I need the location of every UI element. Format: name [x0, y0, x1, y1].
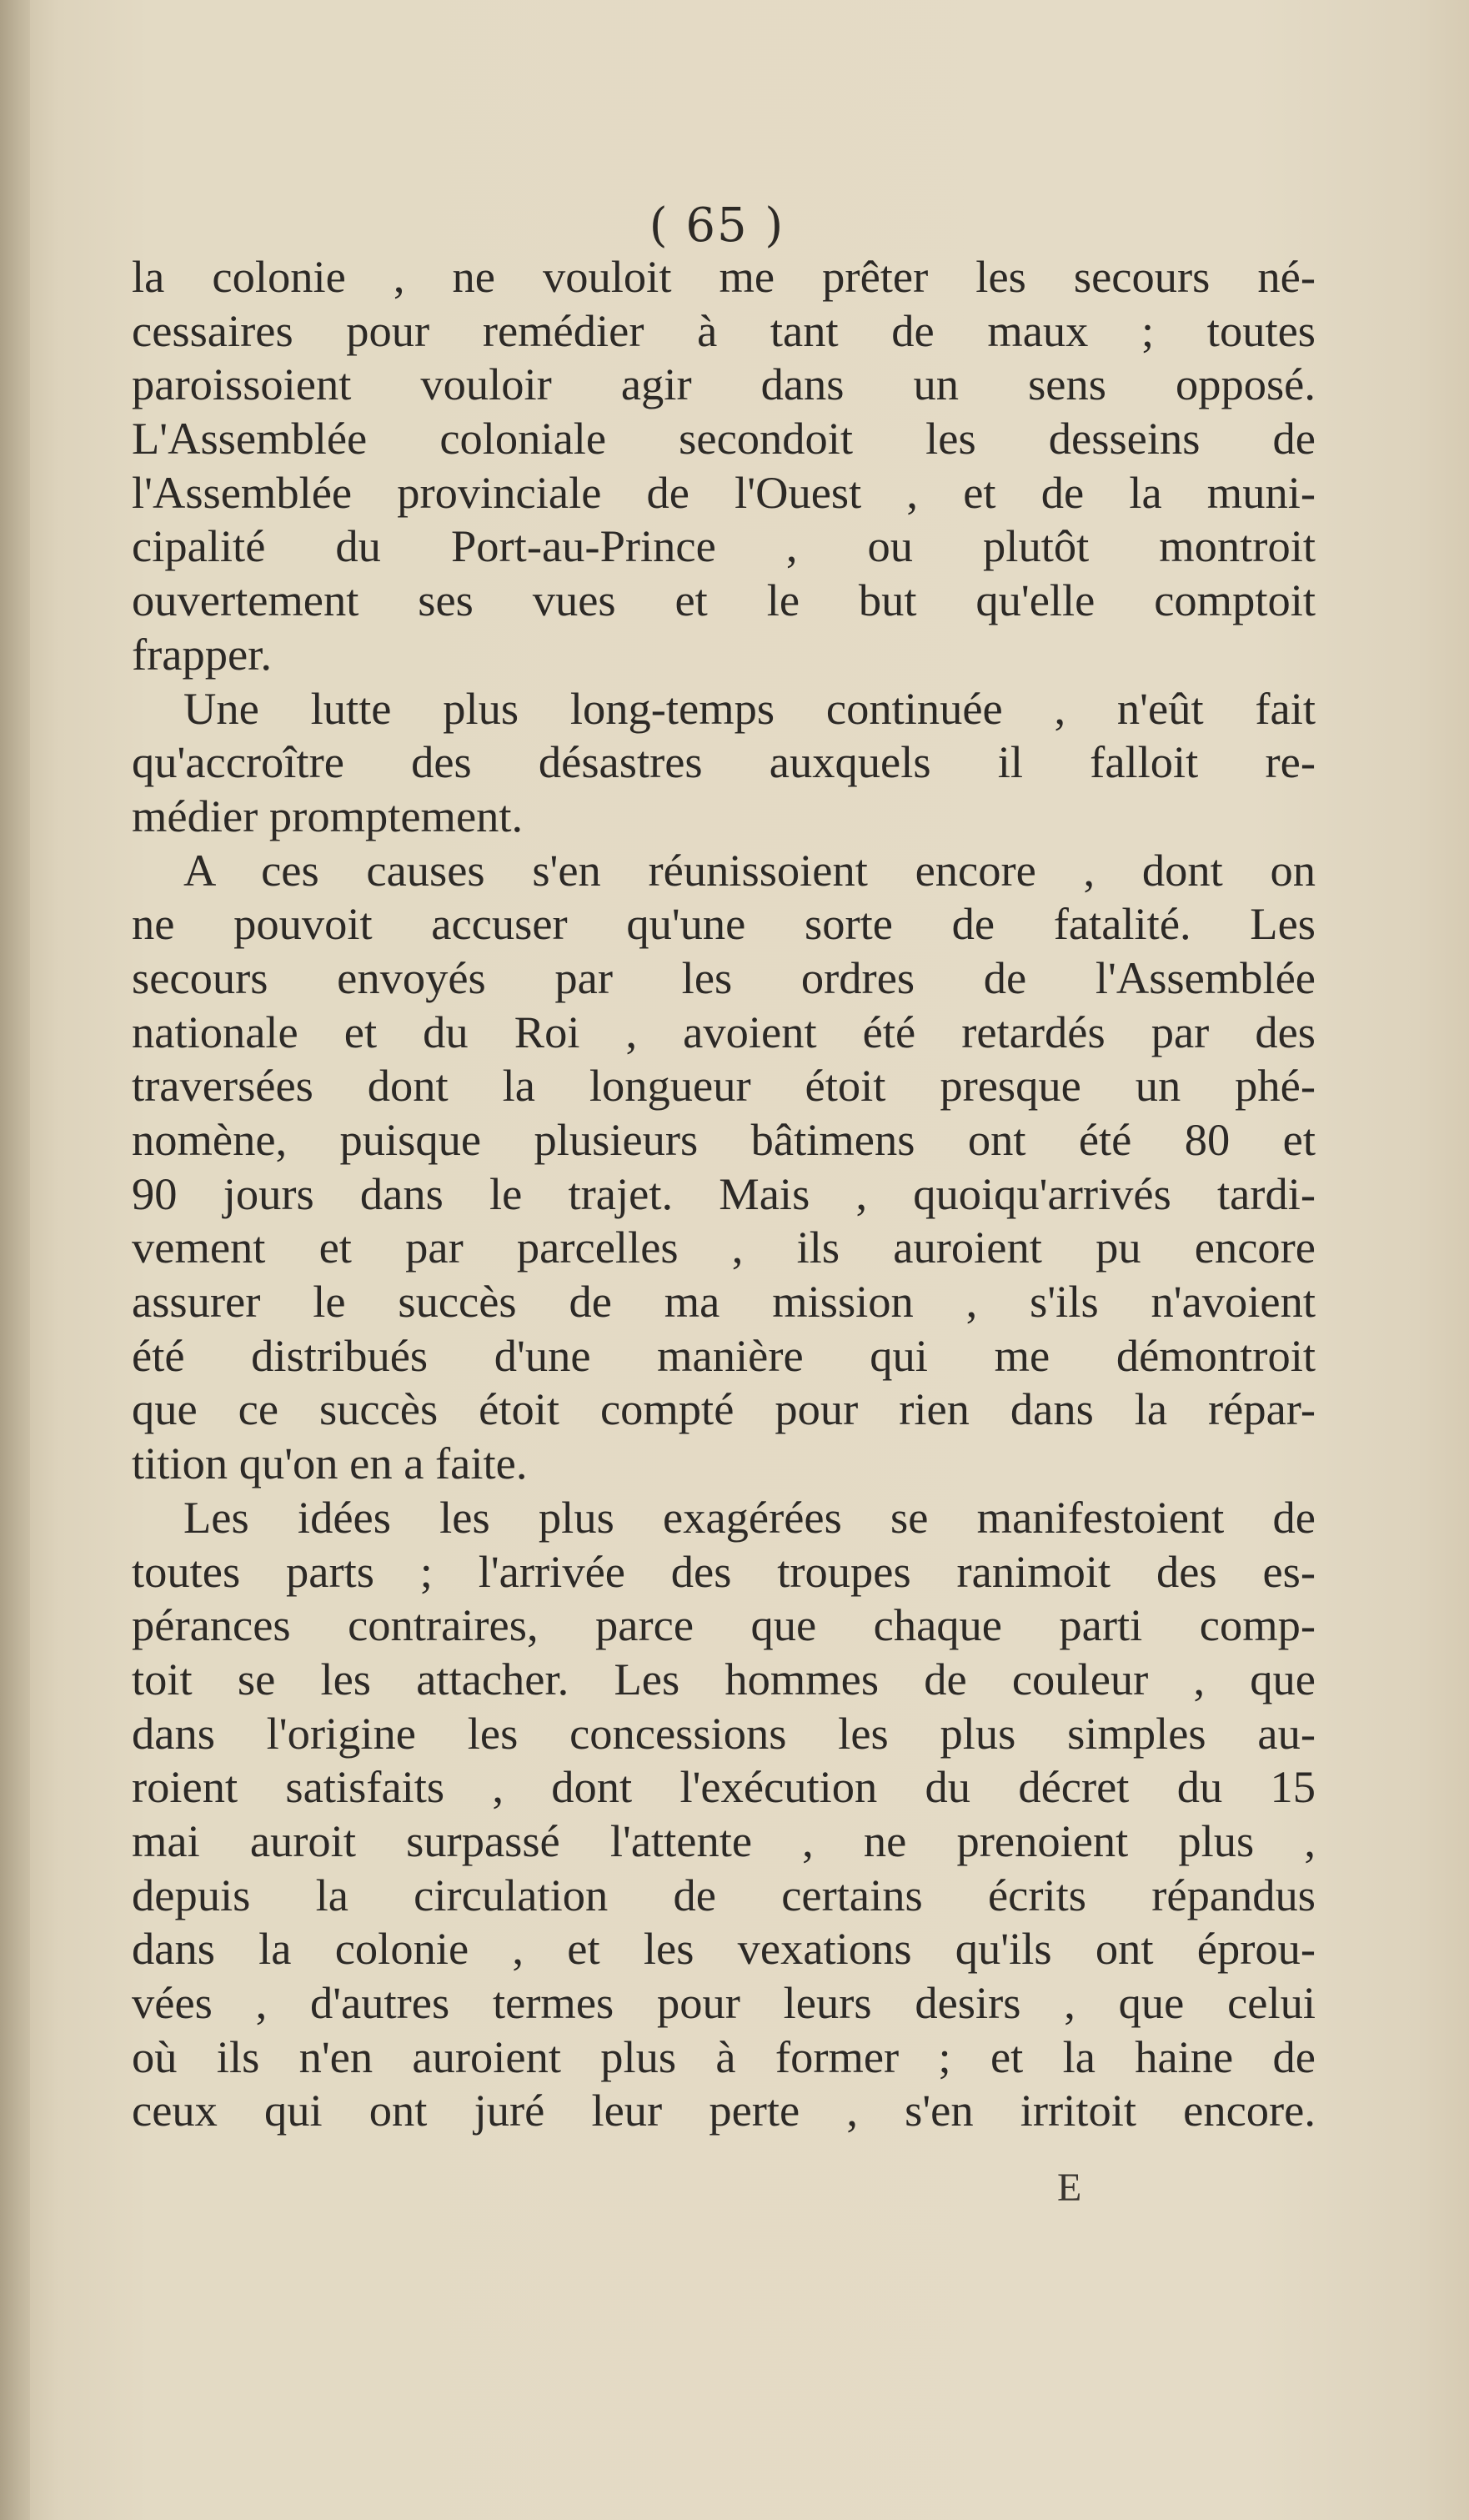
text-line: nationale et du Roi , avoient été retardés par des	[132, 1006, 1316, 1057]
text-line: été distribués d'une manière qui me démontroit	[132, 1329, 1316, 1381]
text-line: secours envoyés par les ordres de l'Assemblée	[132, 951, 1316, 1003]
text-line: qu'accroître des désastres auxquels il falloit re-	[132, 736, 1316, 788]
text-line: la colonie , ne vouloit me prêter les secours né-	[132, 251, 1316, 302]
text-line: médier promptement.	[132, 790, 524, 841]
text-line: toit se les attacher. Les hommes de couleur , que	[132, 1653, 1316, 1704]
text-line: roient satisfaits , dont l'exécution du décret du 15	[132, 1761, 1316, 1813]
text-line: ne pouvoit accuser qu'une sorte de fatalité. Les	[132, 898, 1316, 950]
text-line: où ils n'en auroient plus à former ; et la haine de	[132, 2031, 1316, 2082]
text-line: tition qu'on en a faite.	[132, 1438, 528, 1489]
text-line: l'Assemblée provinciale de l'Ouest , et de la muni-	[132, 466, 1316, 518]
text-line: vement et par parcelles , ils auroient pu encore	[132, 1222, 1316, 1273]
text-line: que ce succès étoit compté pour rien dans la répar-	[132, 1383, 1316, 1435]
text-line: A ces causes s'en réunissoient encore , dont on	[183, 844, 1316, 896]
text-line: pérances contraires, parce que chaque parti comp-	[132, 1599, 1316, 1651]
text-line: toutes parts ; l'arrivée des troupes ranimoit des es-	[132, 1545, 1316, 1597]
corner-smudge	[1284, 58, 1359, 108]
text-line: mai auroit surpassé l'attente , ne prenoient plus ,	[132, 1815, 1316, 1866]
text-line: 90 jours dans le trajet. Mais , quoiqu'arrivés tardi-	[132, 1167, 1316, 1219]
text-line: L'Assemblée coloniale secondoit les desseins de	[132, 413, 1316, 464]
text-line: dans la colonie , et les vexations qu'ils ont éprou-	[132, 1923, 1316, 1975]
text-line: traversées dont la longueur étoit presque un phé-	[132, 1060, 1316, 1112]
text-line: depuis la circulation de certains écrits répandus	[132, 1869, 1316, 1920]
text-line: nomène, puisque plusieurs bâtimens ont été 80 et	[132, 1114, 1316, 1165]
text-line: cessaires pour remédier à tant de maux ; toutes	[132, 304, 1316, 356]
text-line: assurer le succès de ma mission , s'ils n'avoient	[132, 1276, 1316, 1328]
text-line: Une lutte plus long-temps continuée , n'eût fait	[183, 682, 1316, 734]
text-line: paroissoient vouloir agir dans un sens opposé.	[132, 359, 1316, 410]
page-number: ( 65 )	[649, 198, 785, 253]
signature-mark: E	[1057, 2166, 1082, 2210]
text-line: cipalité du Port-au-Prince , ou plutôt montroit	[132, 520, 1316, 572]
page-gutter	[0, 0, 30, 2520]
text-line: ouvertement ses vues et le but qu'elle comptoit	[132, 575, 1316, 626]
text-line: frapper.	[132, 628, 272, 680]
text-line: dans l'origine les concessions les plus simples au-	[132, 1707, 1316, 1759]
text-line: Les idées les plus exagérées se manifestoient de	[183, 1491, 1316, 1543]
text-line: ceux qui ont juré leur perte , s'en irritoit encore.	[132, 2085, 1316, 2136]
text-line: vées , d'autres termes pour leurs desirs , que celui	[132, 1977, 1316, 2028]
body-text	[132, 250, 1316, 2138]
